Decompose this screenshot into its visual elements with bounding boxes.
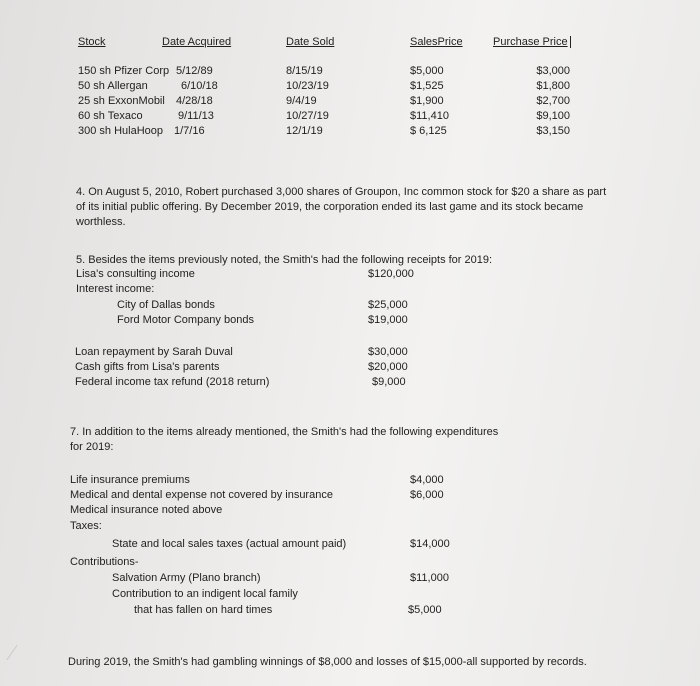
row-date-sold: 9/4/19 xyxy=(286,95,317,107)
row-sales-price: $1,900 xyxy=(410,95,444,107)
state-tax-value: $14,000 xyxy=(410,538,450,550)
row-stock-name: 25 sh ExxonMobil xyxy=(78,95,165,107)
interest-item-label: City of Dallas bonds xyxy=(117,299,215,311)
receipt-item-value: $30,000 xyxy=(368,346,408,358)
header-date-sold: Date Sold xyxy=(286,36,335,48)
row-purchase-price: $1,800 xyxy=(536,80,570,92)
salvation-army-value: $11,000 xyxy=(410,572,449,584)
row-stock-name: 50 sh Allergan xyxy=(78,80,148,92)
row-sales-price: $ 6,125 xyxy=(410,125,447,137)
text-cursor xyxy=(570,36,571,48)
header-stock: Stock xyxy=(78,36,106,48)
item-7-intro: 7. In addition to the items already mentioned, the Smith's had the following expenditures xyxy=(70,426,499,438)
row-purchase-price: $2,700 xyxy=(536,95,570,107)
row-sales-price: $5,000 xyxy=(410,65,444,77)
item-4-paragraph: 4. On August 5, 2010, Robert purchased 3,000 shares of Groupon, Inc common stock for $20 a share as part of its initial public offering. By December 2019, the corporation ended its last game and its stock became worthless. xyxy=(76,186,607,228)
indigent-family-label-cont: that has fallen on hard times xyxy=(134,604,273,616)
item-5-intro: 5. Besides the items previously noted, the Smith's had the following receipts for 2019: xyxy=(76,254,493,266)
interest-item-value: $19,000 xyxy=(368,314,408,326)
row-purchase-price: $9,100 xyxy=(536,110,570,122)
row-date-sold: 8/15/19 xyxy=(286,65,323,77)
row-purchase-price: $3,150 xyxy=(536,125,570,137)
interest-item-value: $25,000 xyxy=(368,299,408,311)
row-date-acquired: 1/7/16 xyxy=(174,125,205,137)
row-date-acquired: 9/11/13 xyxy=(178,110,214,122)
medical-expense-value: $6,000 xyxy=(410,489,444,501)
header-sales-price: SalesPrice xyxy=(410,36,463,48)
row-sales-price: $11,410 xyxy=(410,110,449,122)
header-purchase-price: Purchase Price xyxy=(493,36,568,48)
medical-expense-label: Medical and dental expense not covered by insurance xyxy=(70,489,333,501)
indigent-family-value: $5,000 xyxy=(408,604,442,616)
header-date-acquired: Date Acquired xyxy=(162,36,232,48)
interest-item-label: Ford Motor Company bonds xyxy=(117,314,254,326)
contributions-label: Contributions- xyxy=(70,556,139,568)
row-stock-name: 60 sh Texaco xyxy=(78,110,143,122)
taxes-label: Taxes: xyxy=(70,520,102,532)
row-date-sold: 10/27/19 xyxy=(286,110,329,122)
receipt-item-label: Cash gifts from Lisa's parents xyxy=(75,361,220,373)
row-date-acquired: 5/12/89 xyxy=(176,65,213,77)
row-sales-price: $1,525 xyxy=(410,80,444,92)
indigent-family-label: Contribution to an indigent local family xyxy=(112,588,298,600)
receipt-item-value: $20,000 xyxy=(368,361,408,373)
row-date-acquired: 6/10/18 xyxy=(181,80,218,92)
state-tax-label: State and local sales taxes (actual amount paid) xyxy=(112,538,347,550)
consulting-income-label: Lisa's consulting income xyxy=(76,268,195,280)
medical-insurance-label: Medical insurance noted above xyxy=(70,504,223,516)
receipt-item-label: Federal income tax refund (2018 return) xyxy=(75,376,270,388)
life-insurance-label: Life insurance premiums xyxy=(70,474,190,486)
gambling-paragraph: During 2019, the Smith's had gambling winnings of $8,000 and losses of $15,000-all supported by records. xyxy=(68,656,587,668)
page-crease xyxy=(6,645,17,660)
consulting-income-value: $120,000 xyxy=(368,268,414,280)
receipt-item-label: Loan repayment by Sarah Duval xyxy=(75,346,233,358)
row-date-sold: 12/1/19 xyxy=(286,125,323,137)
row-purchase-price: $3,000 xyxy=(536,65,570,77)
receipt-item-value: $9,000 xyxy=(372,376,406,388)
salvation-army-label: Salvation Army (Plano branch) xyxy=(112,572,261,584)
row-stock-name: 300 sh HulaHoop xyxy=(78,125,164,137)
row-date-sold: 10/23/19 xyxy=(286,80,329,92)
row-stock-name: 150 sh Pfizer Corp xyxy=(78,65,170,77)
row-date-acquired: 4/28/18 xyxy=(176,95,213,107)
item-7-intro-cont: for 2019: xyxy=(70,441,114,453)
life-insurance-value: $4,000 xyxy=(410,474,444,486)
interest-income-label: Interest income: xyxy=(76,283,155,295)
